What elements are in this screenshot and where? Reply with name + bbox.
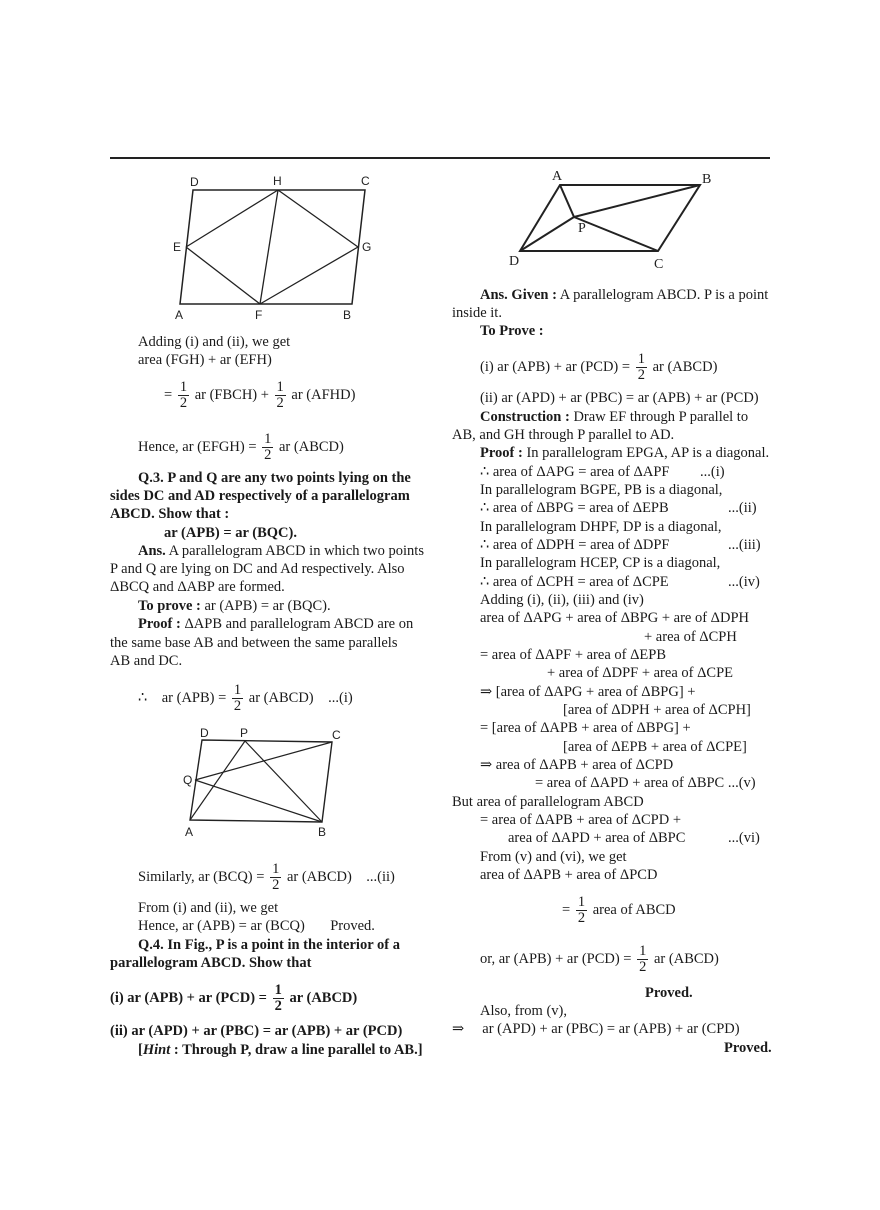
similarly-line <box>138 862 395 893</box>
step-4: In parallelogram DHPF, DP is a diagonal, <box>480 519 722 535</box>
q3-statement: ar (APB) = ar (BQC). <box>164 525 297 541</box>
step-22: From (v) and (vi), we get <box>480 849 627 865</box>
step-24 <box>562 895 676 926</box>
abcd-text: ar (ABCD) <box>248 689 314 706</box>
fraction-denominator: 2 <box>264 447 272 463</box>
step-7-tag: ...(iv) <box>728 574 760 590</box>
to-prove-ii: (ii) ar (APD) + ar (PBC) = ar (APB) + ar (PCD) <box>480 390 759 406</box>
half-fraction <box>637 944 648 975</box>
hence-apb-text: Hence, ar (APB) = ar (BCQ) <box>138 918 305 934</box>
fraction-denominator: 2 <box>637 367 645 383</box>
fig3-label-b: B <box>702 172 712 187</box>
construction-line-1 <box>480 409 748 426</box>
fraction-numerator: 1 <box>276 379 284 395</box>
step-27 <box>452 1021 740 1038</box>
abcd-text: ar (ABCD) <box>279 438 344 455</box>
therefore-line <box>138 683 353 714</box>
step-17: ⇒ area of ΔAPB + area of ΔCPD <box>480 757 674 773</box>
half-sum-line <box>164 380 355 411</box>
step-26: Also, from (v), <box>480 1003 567 1019</box>
given-line-1 <box>480 287 768 304</box>
step-3-tag: ...(ii) <box>728 500 757 516</box>
to-prove-heading: To Prove : <box>480 323 544 339</box>
step-13: ⇒ [area of ΔAPG + area of ΔBPG] + <box>480 684 696 700</box>
q3-line-3: ABCD. Show that : <box>110 506 230 522</box>
fig2-label-q: Q <box>183 773 193 787</box>
hence-apb-line <box>138 918 375 935</box>
step-6: In parallelogram HCEP, CP is a diagonal, <box>480 555 721 571</box>
step-14: [area of ΔDPH + area of ΔCPH] <box>563 702 751 718</box>
similarly-text: Similarly, ar (BCQ) = <box>138 868 265 885</box>
equation-tag: ...(i) <box>328 689 353 706</box>
proof-line-1 <box>138 616 413 633</box>
fraction-numerator: 1 <box>639 943 647 959</box>
step-1: ∴ area of ΔAPG = area of ΔAPF <box>480 464 670 480</box>
proved-1: Proved. <box>645 985 693 1001</box>
half-fraction <box>576 895 587 926</box>
half-fraction <box>636 352 647 383</box>
area-sum-text: area (FGH) + ar (EFH) <box>138 352 272 368</box>
abcd-text: ar (ABCD) <box>654 950 719 967</box>
given-label: Ans. Given : <box>480 287 557 303</box>
to-prove-i <box>480 352 717 383</box>
apb-equals-text: ar (APB) = <box>161 689 227 706</box>
construction-text-1: Draw EF through P parallel to <box>573 409 749 425</box>
abcd-text: ar (ABCD) <box>652 358 718 375</box>
fraction-denominator: 2 <box>639 959 647 975</box>
q3-line-1: Q.3. P and Q are any two points lying on the <box>138 470 411 486</box>
abcd-text: ar (ABCD) <box>286 868 352 885</box>
step-12: + area of ΔDPF + area of ΔCPE <box>547 665 734 681</box>
header-rule <box>110 157 770 159</box>
fraction-denominator: 2 <box>577 910 586 926</box>
fraction-numerator: 1 <box>272 861 280 877</box>
ans-label: Ans. <box>138 543 166 559</box>
fbch-text: ar (FBCH) + <box>194 386 269 403</box>
step-11: = area of ΔAPF + area of ΔEPB <box>480 647 667 663</box>
fraction-denominator: 2 <box>274 998 282 1014</box>
fraction-denominator: 2 <box>272 877 280 893</box>
proved-text: Proved. <box>330 918 375 934</box>
or-text: or, ar (APB) + ar (PCD) = <box>480 950 632 967</box>
to-prove-line <box>138 598 331 615</box>
step-5-tag: ...(iii) <box>728 537 761 553</box>
hint-word: Hint <box>142 1042 171 1058</box>
fraction-denominator: 2 <box>233 698 242 714</box>
half-fraction <box>178 380 189 411</box>
fraction-numerator: 1 <box>274 982 282 998</box>
fig2-label-a: A <box>185 825 194 839</box>
equals-sign: = <box>562 901 571 918</box>
figure-parallelogram-apbq <box>180 728 350 843</box>
q4-part-ii: (ii) ar (APD) + ar (PBC) = ar (APB) + ar (PCD) <box>110 1023 403 1039</box>
q3-answer-line-1 <box>138 543 424 560</box>
hint-bracket: [ <box>138 1042 143 1058</box>
from-i-ii-text: From (i) and (ii), we get <box>138 900 279 916</box>
q3-answer-line-2: P and Q are lying on DC and Ad respectively. Also <box>110 561 405 577</box>
step-5: ∴ area of ΔDPH = area of ΔDPF <box>480 537 670 553</box>
fig2-label-b: B <box>318 825 327 839</box>
fraction-numerator: 1 <box>637 351 645 367</box>
q4-abcd-text: ar (ABCD) <box>289 989 358 1006</box>
proved-2: Proved. <box>724 1040 772 1056</box>
fig3-label-p: P <box>578 221 586 236</box>
half-fraction <box>273 983 284 1014</box>
therefore-symbol: ∴ <box>138 689 148 706</box>
fig3-label-d: D <box>509 254 520 269</box>
to-prove-i-text: (i) ar (APB) + ar (PCD) = <box>480 358 631 375</box>
step-21-tag: ...(vi) <box>728 830 760 846</box>
proof-text-1: In parallelogram EPGA, AP is a diagonal. <box>526 445 770 461</box>
step-3: ∴ area of ΔBPG = area of ΔEPB <box>480 500 669 516</box>
implies-symbol: ⇒ <box>452 1021 465 1037</box>
figure-parallelogram-efgh <box>170 172 380 322</box>
step-15: = [area of ΔAPB + area of ΔBPG] + <box>480 720 691 736</box>
step-8: Adding (i), (ii), (iii) and (iv) <box>480 592 644 608</box>
fig1-label-c: C <box>361 174 370 188</box>
half-fraction <box>275 380 286 411</box>
fig3-label-c: C <box>654 257 664 272</box>
half-fraction <box>262 432 273 463</box>
fraction-numerator: 1 <box>233 682 242 698</box>
final-equation: ar (APD) + ar (PBC) = ar (APB) + ar (CPD) <box>482 1021 740 1037</box>
proof-line-3: AB and DC. <box>110 653 183 669</box>
step-7: ∴ area of ΔCPH = area of ΔCPE <box>480 574 669 590</box>
fig1-label-f: F <box>255 308 263 322</box>
hence-efgh-text: Hence, ar (EFGH) = <box>138 438 257 455</box>
q4-part-i-text: (i) ar (APB) + ar (PCD) = <box>110 989 267 1006</box>
fraction-numerator: 1 <box>179 379 188 395</box>
step-21: area of ΔAPD + area of ΔBPC <box>508 830 686 846</box>
q4-line-1: Q.4. In Fig., P is a point in the interior of a <box>138 937 400 953</box>
step-25 <box>480 944 719 975</box>
afhd-text: ar (AFHD) <box>291 386 356 403</box>
half-fraction <box>232 683 243 714</box>
proof-line-1 <box>480 445 769 462</box>
to-prove-label: To prove : <box>138 598 201 614</box>
fraction-denominator: 2 <box>276 395 284 411</box>
step-23: area of ΔAPB + area of ΔPCD <box>480 867 658 883</box>
q3-answer-line-3: ΔBCQ and ΔABP are formed. <box>110 579 285 595</box>
fraction-denominator: 2 <box>179 395 188 411</box>
proof-line-2: the same base AB and between the same parallels <box>110 635 398 651</box>
q4-line-2: parallelogram ABCD. Show that <box>110 955 312 971</box>
fig1-label-b: B <box>343 308 352 322</box>
step-1-tag: ...(i) <box>700 464 725 480</box>
step-19: But area of parallelogram ABCD <box>452 794 644 810</box>
construction-label: Construction : <box>480 409 570 425</box>
fig2-label-c: C <box>332 728 341 742</box>
step-2: In parallelogram BGPE, PB is a diagonal, <box>480 482 723 498</box>
hence-efgh-line <box>138 432 344 463</box>
adding-text: Adding (i) and (ii), we get <box>138 334 291 350</box>
fig3-label-a: A <box>552 169 563 184</box>
hint-text: : Through P, draw a line parallel to AB.] <box>173 1042 423 1058</box>
fig1-label-h: H <box>273 174 282 188</box>
hint-line <box>138 1042 423 1059</box>
construction-line-2: AB, and GH through P parallel to AD. <box>452 427 675 443</box>
step-10: + area of ΔCPH <box>644 629 737 645</box>
step-20: = area of ΔAPB + area of ΔCPD + <box>480 812 682 828</box>
given-text-1: A parallelogram ABCD. P is a point <box>559 287 769 303</box>
step-16: [area of ΔEPB + area of ΔCPE] <box>563 739 747 755</box>
proof-label: Proof : <box>480 445 523 461</box>
equation-tag: ...(ii) <box>366 868 395 885</box>
proof-label: Proof : <box>138 616 181 632</box>
ans-text-1: A parallelogram ABCD in which two points <box>168 543 424 559</box>
fig2-label-d: D <box>200 728 209 740</box>
q4-part-i <box>110 983 357 1014</box>
fig1-label-e: E <box>173 240 182 254</box>
step-18: = area of ΔAPD + area of ΔBPC ...(v) <box>535 775 756 791</box>
proof-text-1: ΔAPB and parallelogram ABCD are on <box>184 616 414 632</box>
fraction-numerator: 1 <box>264 431 272 447</box>
fig1-label-d: D <box>190 175 199 189</box>
fraction-numerator: 1 <box>577 894 586 910</box>
fig1-label-g: G <box>362 240 372 254</box>
area-abcd-text: area of ABCD <box>592 901 676 918</box>
equals-sign: = <box>164 386 173 403</box>
given-line-2: inside it. <box>452 305 502 321</box>
to-prove-text: ar (APB) = ar (BQC). <box>204 598 331 614</box>
figure-parallelogram-apb <box>502 165 722 275</box>
q3-line-2: sides DC and AD respectively of a parallelogram <box>110 488 410 504</box>
step-9: area of ΔAPG + area of ΔBPG + are of ΔDPH <box>480 610 750 626</box>
fig1-label-a: A <box>175 308 184 322</box>
fig2-label-p: P <box>240 728 249 740</box>
half-fraction <box>270 862 281 893</box>
